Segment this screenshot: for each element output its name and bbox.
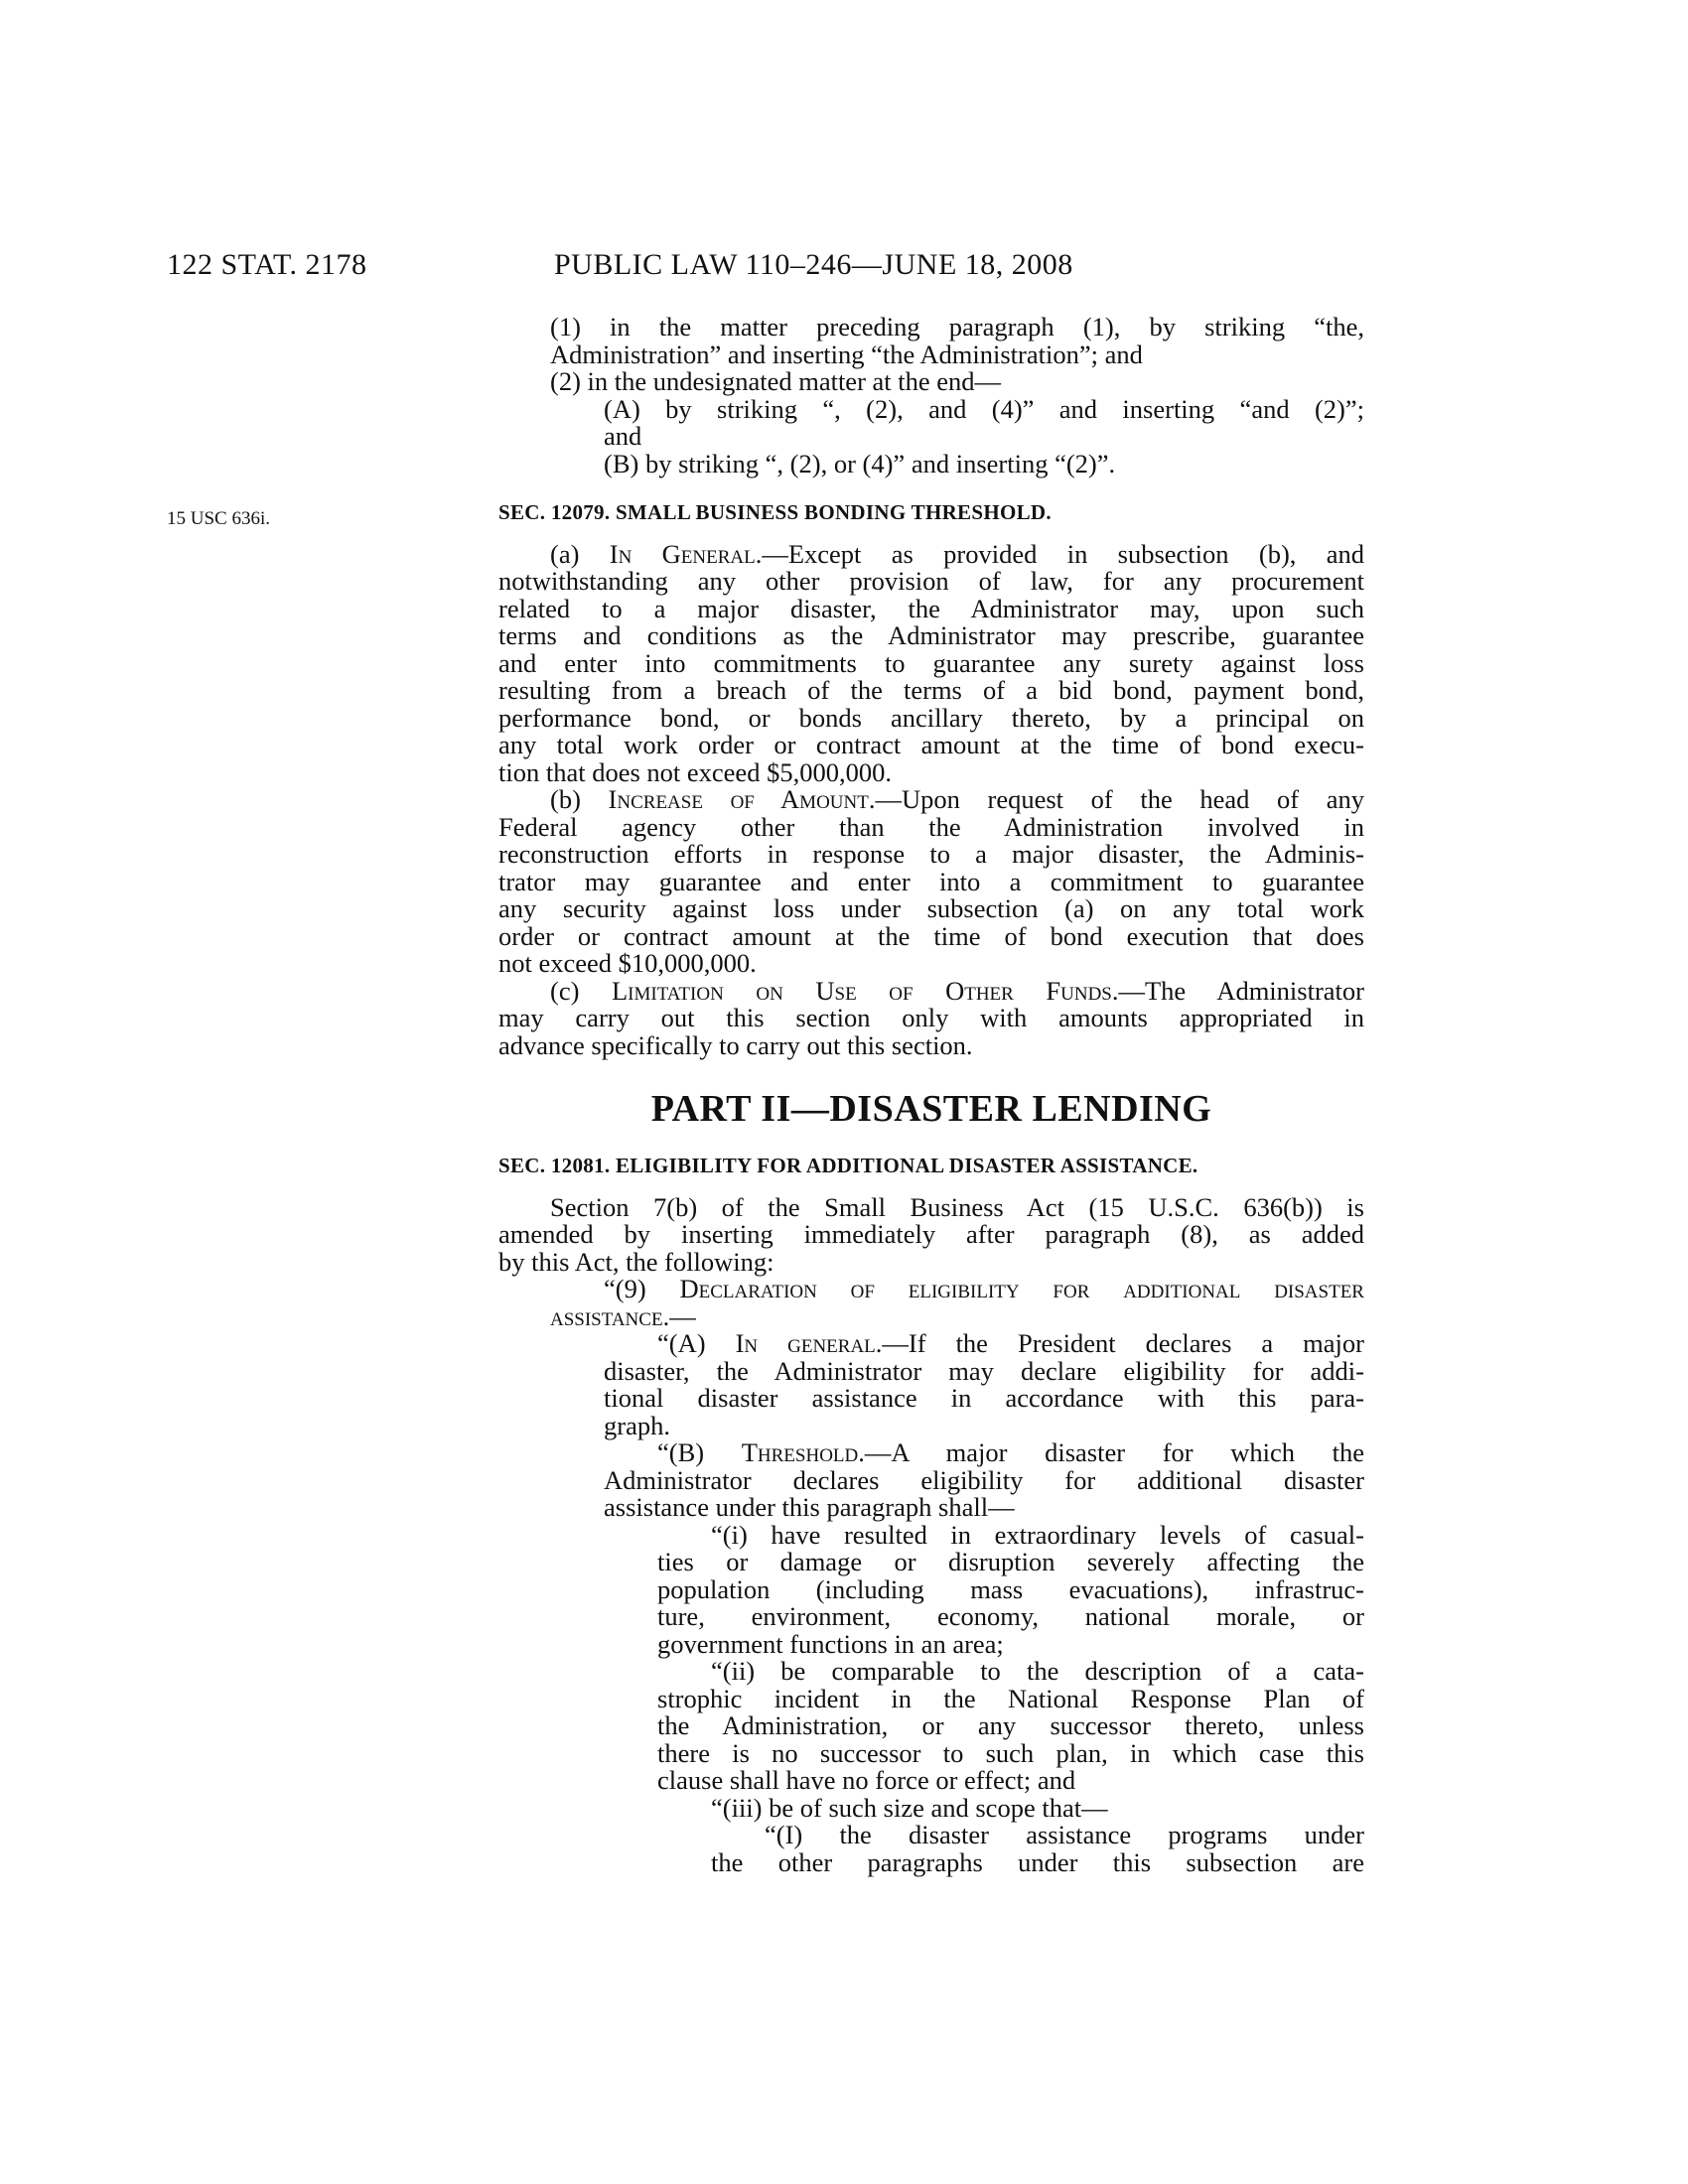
subparagraph-B-text-1: .—A major disaster for which the xyxy=(858,1437,1364,1467)
subsection-a-line-6: resulting from a breach of the terms of a bid bond, payment bond, xyxy=(498,675,1364,705)
clause-i-line-3: population (including mass evacuations), infrastruc- xyxy=(657,1573,1364,1604)
amend-line-1: (1) in the matter preceding paragraph (1), by striking “the, xyxy=(550,312,1364,341)
subsection-a xyxy=(498,538,1364,787)
paragraph-9-dash: .— xyxy=(662,1300,696,1331)
intro-line-1: Section 7(b) of the Small Business Act (15 U.S.C. 636(b)) is xyxy=(550,1191,1364,1222)
subsection-a-line-2: notwithstanding any other provision of law, for any procurement xyxy=(498,566,1364,596)
subparagraph-A xyxy=(498,1330,1364,1439)
subclause-I xyxy=(498,1822,1364,1876)
subparagraph-B-line-2: Administrator declares eligibility for additional disaster xyxy=(604,1464,1364,1495)
subsection-b-line-1 xyxy=(498,786,1364,814)
subparagraph-A-line-1 xyxy=(498,1330,1364,1358)
clause-i xyxy=(498,1519,1364,1659)
subparagraph-B-title: Threshold xyxy=(741,1437,859,1467)
subsection-c-text-1: .—The Administrator xyxy=(1111,975,1364,1006)
subsection-b-title: Increase of Amount xyxy=(608,784,869,814)
section-12081-intro xyxy=(498,1191,1364,1277)
subparagraph-A-text-1: .—If the President declares a major xyxy=(875,1328,1364,1358)
document-body xyxy=(498,314,1364,1876)
subparagraph-B xyxy=(498,1439,1364,1522)
subsection-a-title: In General xyxy=(609,538,756,569)
amend-line-2: Administration” and inserting “the Administration”; and xyxy=(550,339,1143,369)
clause-i-line-5: government functions in an area; xyxy=(657,1628,1004,1659)
subsection-c-line-2: may carry out this section only with amounts appropriated in xyxy=(498,1003,1364,1032)
intro-line-3: by this Act, the following: xyxy=(498,1246,774,1277)
amendment-list xyxy=(498,314,1364,478)
subsection-a-line-5: and enter into commitments to guarantee any surety against loss xyxy=(498,647,1364,678)
section-12079-heading: SEC. 12079. SMALL BUSINESS BONDING THRESHOLD. xyxy=(498,500,1052,524)
subsection-a-line-3: related to a major disaster, the Administrator may, upon such xyxy=(498,593,1364,623)
subparagraph-B-label: “(B) xyxy=(657,1437,742,1467)
clause-ii xyxy=(498,1658,1364,1795)
subsection-b-line-2: Federal agency other than the Administration involved in xyxy=(498,811,1364,842)
stat-page-reference: 122 STAT. 2178 xyxy=(167,248,367,281)
subsection-c-line-1 xyxy=(498,975,1364,1006)
subsection-a-line-4: terms and conditions as the Administrator may prescribe, guarantee xyxy=(498,620,1364,650)
clause-iii xyxy=(498,1792,1364,1823)
subsection-b-line-7: not exceed $10,000,000. xyxy=(498,948,757,978)
subsection-b-text-1: .—Upon request of the head of any xyxy=(868,784,1364,814)
subsection-b-line-4: trator may guarantee and enter into a commitment to guarantee xyxy=(498,866,1364,896)
paragraph-9-title-2: assistance xyxy=(550,1300,663,1331)
subsection-b xyxy=(498,786,1364,978)
paragraph-9-line-2 xyxy=(498,1300,1364,1331)
subsection-a-line-8: any total work order or contract amount at the time of bond execu- xyxy=(498,730,1364,759)
paragraph-9-line-1 xyxy=(498,1276,1364,1303)
subsection-a-line-1 xyxy=(498,538,1364,569)
subclause-I-line-2: the other paragraphs under this subsection are xyxy=(711,1846,1364,1877)
clause-iii-line-1: “(iii) be of such size and scope that— xyxy=(711,1792,1108,1823)
subsection-b-line-3: reconstruction efforts in response to a major disaster, the Adminis- xyxy=(498,839,1364,869)
intro-line-2: amended by inserting immediately after paragraph (8), as added xyxy=(498,1219,1364,1249)
part-heading: PART II—DISASTER LENDING xyxy=(650,1088,1212,1130)
subsection-c xyxy=(498,975,1364,1060)
subparagraph-B-line-1 xyxy=(498,1439,1364,1467)
subsection-c-line-3: advance specifically to carry out this section. xyxy=(498,1029,973,1060)
subparagraph-B-line-3: assistance under this paragraph shall— xyxy=(604,1492,1015,1522)
amend-line-5: and xyxy=(604,421,642,451)
subparagraph-A-line-3: tional disaster assistance in accordance with this para- xyxy=(604,1383,1364,1413)
subsection-a-line-9: tion that does not exceed $5,000,000. xyxy=(498,756,892,787)
subparagraph-A-title: In general xyxy=(735,1328,876,1358)
clause-i-line-2: ties or damage or disruption severely affecting the xyxy=(657,1547,1364,1576)
amend-line-4: (A) by striking “, (2), and (4)” and inserting “and (2)”; xyxy=(604,393,1364,424)
subsection-c-label: (c) xyxy=(550,975,612,1006)
clause-ii-line-2: strophic incident in the National Response Plan of xyxy=(657,1683,1364,1713)
subparagraph-A-line-2: disaster, the Administrator may declare eligibility for addi- xyxy=(604,1355,1364,1386)
paragraph-9 xyxy=(498,1276,1364,1330)
subsection-b-label: (b) xyxy=(550,784,609,814)
subsection-b-line-6: order or contract amount at the time of bond execution that does xyxy=(498,920,1364,951)
subsection-c-title: Limitation on Use of Other Funds xyxy=(611,975,1112,1006)
clause-i-line-4: ture, environment, economy, national morale, or xyxy=(657,1601,1364,1631)
section-12081-heading: SEC. 12081. ELIGIBILITY FOR ADDITIONAL DISASTER ASSISTANCE. xyxy=(498,1154,1198,1177)
subparagraph-A-label: “(A) xyxy=(657,1328,736,1358)
usc-margin-note: 15 USC 636i. xyxy=(167,508,270,529)
clause-i-line-1: “(i) have resulted in extraordinary levels of casual- xyxy=(711,1519,1364,1550)
public-law-title: PUBLIC LAW 110–246—JUNE 18, 2008 xyxy=(554,248,1073,281)
subparagraph-A-line-4: graph. xyxy=(604,1410,670,1440)
subsection-b-line-5: any security against loss under subsection (a) on any total work xyxy=(498,893,1364,923)
subsection-a-line-7: performance bond, or bonds ancillary thereto, by a principal on xyxy=(498,702,1364,733)
clause-ii-line-4: there is no successor to such plan, in which case this xyxy=(657,1737,1364,1768)
amend-line-3: (2) in the undesignated matter at the end— xyxy=(550,366,1002,396)
subclause-I-line-1: “(I) the disaster assistance programs under xyxy=(765,1820,1364,1849)
amend-line-6: (B) by striking “, (2), or (4)” and inserting “(2)”. xyxy=(604,448,1116,478)
clause-ii-line-5: clause shall have no force or effect; and xyxy=(657,1765,1076,1795)
subsection-a-text-1: .—Except as provided in subsection (b), and xyxy=(755,538,1364,569)
subsection-a-label: (a) xyxy=(550,538,610,569)
paragraph-9-label: “(9) xyxy=(604,1274,680,1303)
clause-ii-line-1: “(ii) be comparable to the description of a cata- xyxy=(711,1656,1364,1686)
clause-ii-line-3: the Administration, or any successor thereto, unless xyxy=(657,1710,1364,1740)
paragraph-9-title-1: Declaration of eligibility for additional disaster xyxy=(679,1274,1364,1303)
page-header xyxy=(0,248,1688,288)
